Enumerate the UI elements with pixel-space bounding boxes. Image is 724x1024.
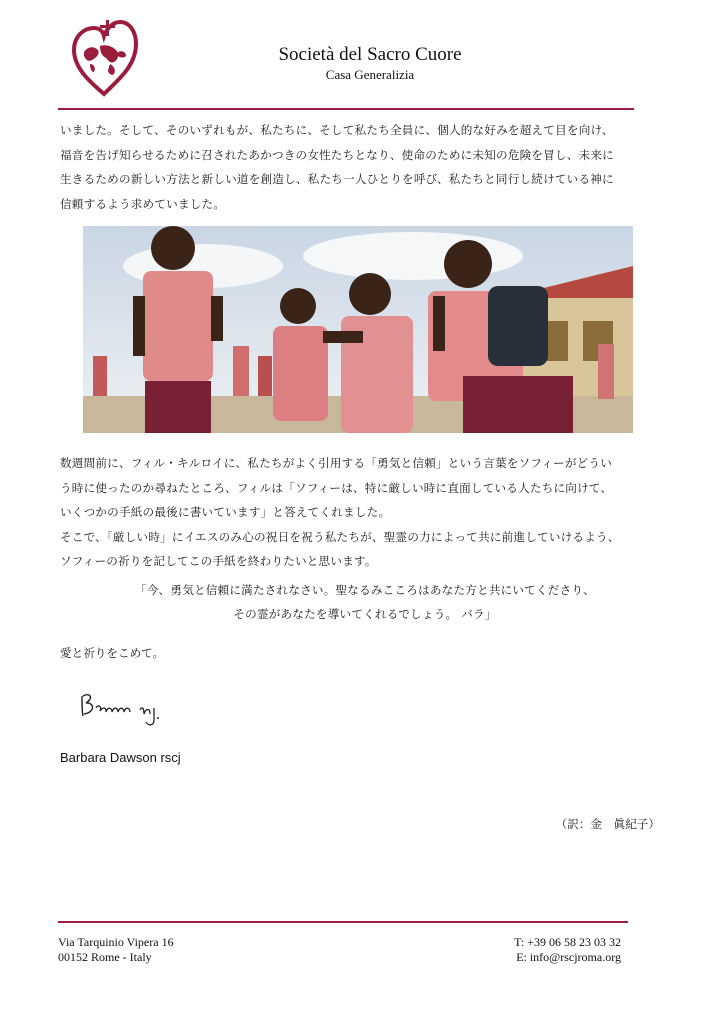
text-line: 信頼するよう求めていました。 (60, 196, 226, 211)
email-address[interactable]: E: info@rscjroma.org (516, 950, 621, 964)
text-line: 数週間前に、フィル・キルロイに、私たちがよく引用する「勇気と信頼」という言葉をソフィーがどうい (60, 456, 612, 470)
text-line: そこで、「厳しい時」にイエスのみ心の祝日を祝う私たちが、聖霊の力によって共に前進していけるよう、 (60, 529, 620, 544)
signer-name: Barbara Dawson rscj (60, 750, 181, 765)
text-line: ソフィーの祈りを記してこの手紙を終わりたいと思います。 (60, 554, 377, 568)
text-line: 福音を告げ知らせるために召されたあかつきの女性たちとなり、使命のために未知の危険を冒し、未来に (60, 147, 614, 162)
footer-address (58, 935, 174, 965)
header-divider (58, 108, 634, 110)
letter-paragraph-2 (60, 451, 670, 574)
text-line: いました。そして、そのいずれもが、私たちに、そして私たち全員に、個人的な好みを超えて目を向け、 (60, 123, 614, 137)
phone-number: T: +39 06 58 23 03 32 (514, 935, 621, 949)
society-logo (70, 16, 140, 100)
organization-name: Società del Sacro Cuore (278, 44, 462, 65)
handwritten-signature (78, 688, 168, 728)
text-line: いくつかの手紙の最後に書いています」と答えてくれました。 (60, 505, 391, 519)
quote-line: その霊があなたを導いてくれるでしょう。 バラ」 (233, 607, 497, 621)
heart-cross-world-map-icon (70, 16, 140, 100)
sophie-prayer-quote (60, 578, 670, 626)
footer-contact (514, 935, 621, 965)
quote-line: 「今、勇気と信頼に満たされなさい。聖なるみこころはあなた方と共にいてくださり、 (135, 583, 595, 597)
letter-paragraph-1 (60, 118, 670, 216)
footer-divider (58, 921, 628, 923)
text-line: 生きるための新しい方法と新しい道を創造し、私たち一人ひとりを呼び、私たちと同行し続けている神に (60, 172, 614, 186)
translator-credit: （訳：金 眞紀子） (555, 817, 660, 831)
closing-line: 愛と祈りをこめて。 (60, 646, 165, 660)
organization-subtitle: Casa Generalizia (325, 67, 415, 82)
address-line: Via Tarquinio Vipera 16 (58, 935, 174, 949)
text-line: う時に使ったのか尋ねたところ、フィルは「ソフィーは、特に厳しい時に直面している人たちに向けて、 (60, 480, 613, 495)
address-line: 00152 Rome - Italy (58, 950, 152, 964)
children-photo (83, 226, 633, 433)
